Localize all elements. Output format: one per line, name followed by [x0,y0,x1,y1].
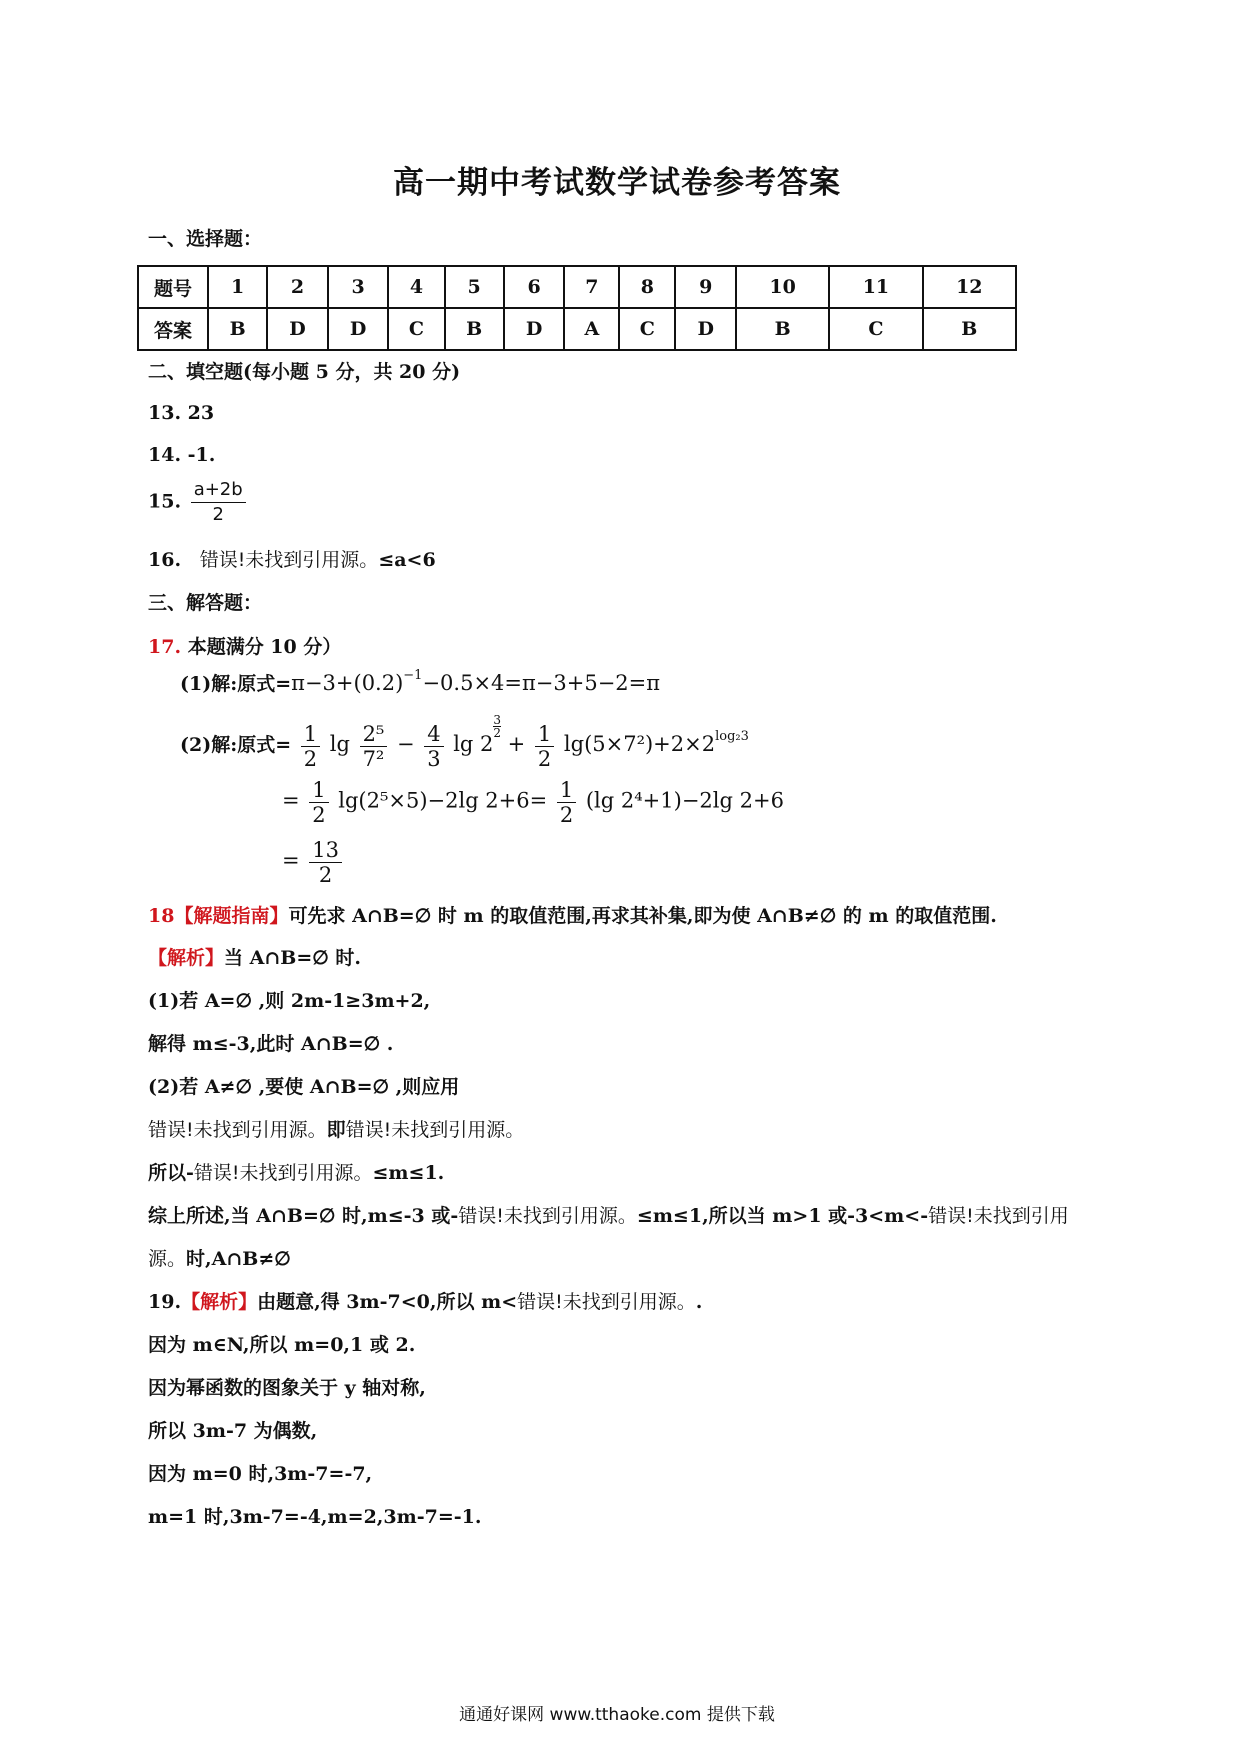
fraction-one-half [557,778,576,827]
fraction-denominator: 2 [537,746,552,771]
table-cell: D [328,308,389,350]
page-footer: 通通好课网 www.tthaoke.com 提供下载 [459,1705,775,1725]
table-cell: 9 [675,266,736,308]
fraction-numerator: 13 [309,838,342,863]
q19-line3: 因为幂函数的图象关于 y 轴对称, [148,1377,426,1399]
fraction-numerator: 1 [301,722,320,747]
table-row [138,308,1016,350]
reference-error-text: 错误!未找到引用源。 [193,1162,373,1184]
equals-sign: = [282,848,300,873]
table-cell: C [829,308,922,350]
q18-number: 18 [148,905,175,927]
fraction-numerator: 1 [535,722,554,747]
table-cell: A [564,308,619,350]
table-cell: B [736,308,829,350]
q17-heading [148,632,341,659]
table-cell: 5 [445,266,504,308]
fraction-numerator: a+2b [191,478,246,503]
q17-part2-label: (2)解:原式= [180,734,292,756]
q19-number: 19. [148,1291,182,1313]
answer-16-label: 16. [148,549,182,571]
q19-analysis-tag: 【解析】 [181,1291,258,1313]
answer-15 [148,478,249,527]
q19-line1 [148,1287,702,1314]
q17-part2-tail-sup: log₂3 [715,729,749,744]
answer-table [137,265,1017,351]
table-cell: C [388,308,444,350]
table-cell: B [923,308,1016,350]
q18-line6 [148,1201,1069,1228]
fraction-denominator: 3 [427,746,441,771]
reference-error-text: 错误!未找到引用源。 [345,1119,525,1141]
reference-error-text: 错误!未找到引用源。 [199,549,379,571]
q17-part2-line1 [180,714,749,771]
answer-13: 13. 23 [148,402,215,424]
table-cell: D [675,308,736,350]
table-cell: 4 [388,266,444,308]
q19-line2: 因为 m∈N,所以 m=0,1 或 2. [148,1334,416,1356]
exponent-three-halves [493,714,501,739]
fraction-numerator: 1 [557,778,576,803]
table-cell: 1 [208,266,267,308]
fraction-denominator: 2 [559,803,574,827]
fraction-denominator: 2 [303,746,318,771]
q18-line5-c: ≤m≤1. [372,1162,445,1184]
q19-line5: 因为 m=0 时,3m-7=-7, [148,1463,373,1485]
fraction-numerator: 3 [493,713,502,727]
fraction-denominator: 2 [212,504,224,525]
reference-error-text: 错误!未找到引用 [928,1205,1069,1227]
answer-16-rest: ≤a<6 [378,549,436,571]
q17-line2-a: lg(2⁵×5)−2lg 2+6= [338,788,548,813]
lg-two-text: lg 2 [453,732,494,756]
q17-part1-sup: −1 [403,668,423,683]
q18-guide-text: 可先求 A∩B=∅ 时 m 的取值范围,再求其补集,即为使 A∩B≠∅ 的 m 的取值范围. [288,905,997,927]
table-cell: 3 [328,266,389,308]
lg-text: lg [329,732,350,756]
q18-line6-a: 综上所述,当 A∩B=∅ 时,m≤-3 或- [148,1205,459,1227]
table-cell: D [504,308,565,350]
table-cell: B [208,308,267,350]
q18-line1: (1)若 A=∅ ,则 2m-1≥3m+2, [148,990,431,1012]
table-cell: D [267,308,328,350]
q19-line6: m=1 时,3m-7=-4,m=2,3m-7=-1. [148,1506,482,1528]
q17-part1-expr-b: −0.5×4=π−3+5−2=π [422,671,661,695]
table-cell: 11 [829,266,922,308]
fraction-one-half [535,722,554,771]
table-cell: 2 [267,266,328,308]
table-header-cell: 答案 [138,308,208,350]
equals-sign: = [282,788,300,813]
fraction-thirteen-halves [309,838,342,887]
q17-part2-line2 [282,778,784,827]
answer-15-label: 15. [148,490,182,513]
q18-line7 [148,1244,291,1271]
plus-sign: + [507,732,526,756]
fraction-denominator: 2 [318,863,333,887]
table-cell: 7 [564,266,619,308]
q18-line4 [148,1115,524,1142]
reference-error-text: 源。 [148,1248,187,1270]
fraction-numerator: 4 [424,722,443,747]
table-cell: 10 [736,266,829,308]
answer-16 [148,545,436,572]
q18-line3: (2)若 A≠∅ ,要使 A∩B=∅ ,则应用 [148,1076,460,1098]
fraction-four-thirds [424,722,443,771]
q18-line4-mid: 即 [326,1119,346,1141]
fraction-numerator: 1 [309,778,328,803]
section-heading-fill: 二、填空题(每小题 5 分，共 20 分) [148,361,461,383]
fraction-2p5-over-7p2 [360,722,388,771]
reference-error-text: 错误!未找到引用源。 [517,1291,696,1313]
q19-line1-c: . [695,1291,703,1313]
q17-part1-label: (1)解:原式= [180,673,292,695]
minus-sign: − [396,732,415,756]
q18-analysis-tag: 【解析】 [148,947,225,969]
q18-analysis-text: 当 A∩B=∅ 时. [224,947,362,969]
q17-number: 17. [148,636,182,658]
q18-line2: 解得 m≤-3,此时 A∩B=∅ . [148,1033,394,1055]
page-title: 高一期中考试数学试卷参考答案 [393,165,841,201]
q18-guide-tag: 【解题指南】 [174,905,289,927]
q17-part2-tail: lg(5×7²)+2×2 [563,732,716,756]
q17-part1 [180,668,660,696]
fraction-numerator: 2⁵ [360,722,388,747]
table-row [138,266,1016,308]
table-cell: 12 [923,266,1016,308]
q17-part1-expr-a: π−3+(0.2) [291,671,404,695]
q17-line2-b: (lg 2⁴+1)−2lg 2+6 [585,788,784,813]
fraction-one-half [309,778,328,827]
fraction-denominator: 7² [362,746,385,771]
q18-line6-c: ≤m≤1,所以当 m>1 或-3<m<- [636,1205,929,1227]
table-cell: 8 [619,266,675,308]
q18-guide [148,901,997,928]
answer-15-fraction [191,478,246,527]
fraction-denominator: 2 [493,726,502,740]
table-cell: B [445,308,504,350]
reference-error-text: 错误!未找到引用源。 [458,1205,637,1227]
fraction-denominator: 2 [312,803,326,827]
q17-part2-line3 [282,838,345,887]
table-cell: 6 [504,266,565,308]
q19-line1-a: 由题意,得 3m-7<0,所以 m< [257,1291,518,1313]
q18-line5-a: 所以- [148,1162,194,1184]
q18-line7-b: 时,A∩B≠∅ [186,1248,291,1270]
q17-heading-text: 本题满分 10 分） [187,636,342,658]
fraction-one-half [301,722,320,771]
table-cell: C [619,308,675,350]
q18-analysis [148,943,361,970]
section-heading-choice: 一、选择题： [148,228,263,250]
q19-line4: 所以 3m-7 为偶数, [148,1420,318,1442]
section-heading-solve: 三、解答题： [148,592,263,614]
answer-14: 14. -1. [148,444,216,466]
q18-line5 [148,1158,444,1185]
reference-error-text: 错误!未找到引用源。 [148,1119,327,1141]
table-header-cell: 题号 [138,266,208,308]
